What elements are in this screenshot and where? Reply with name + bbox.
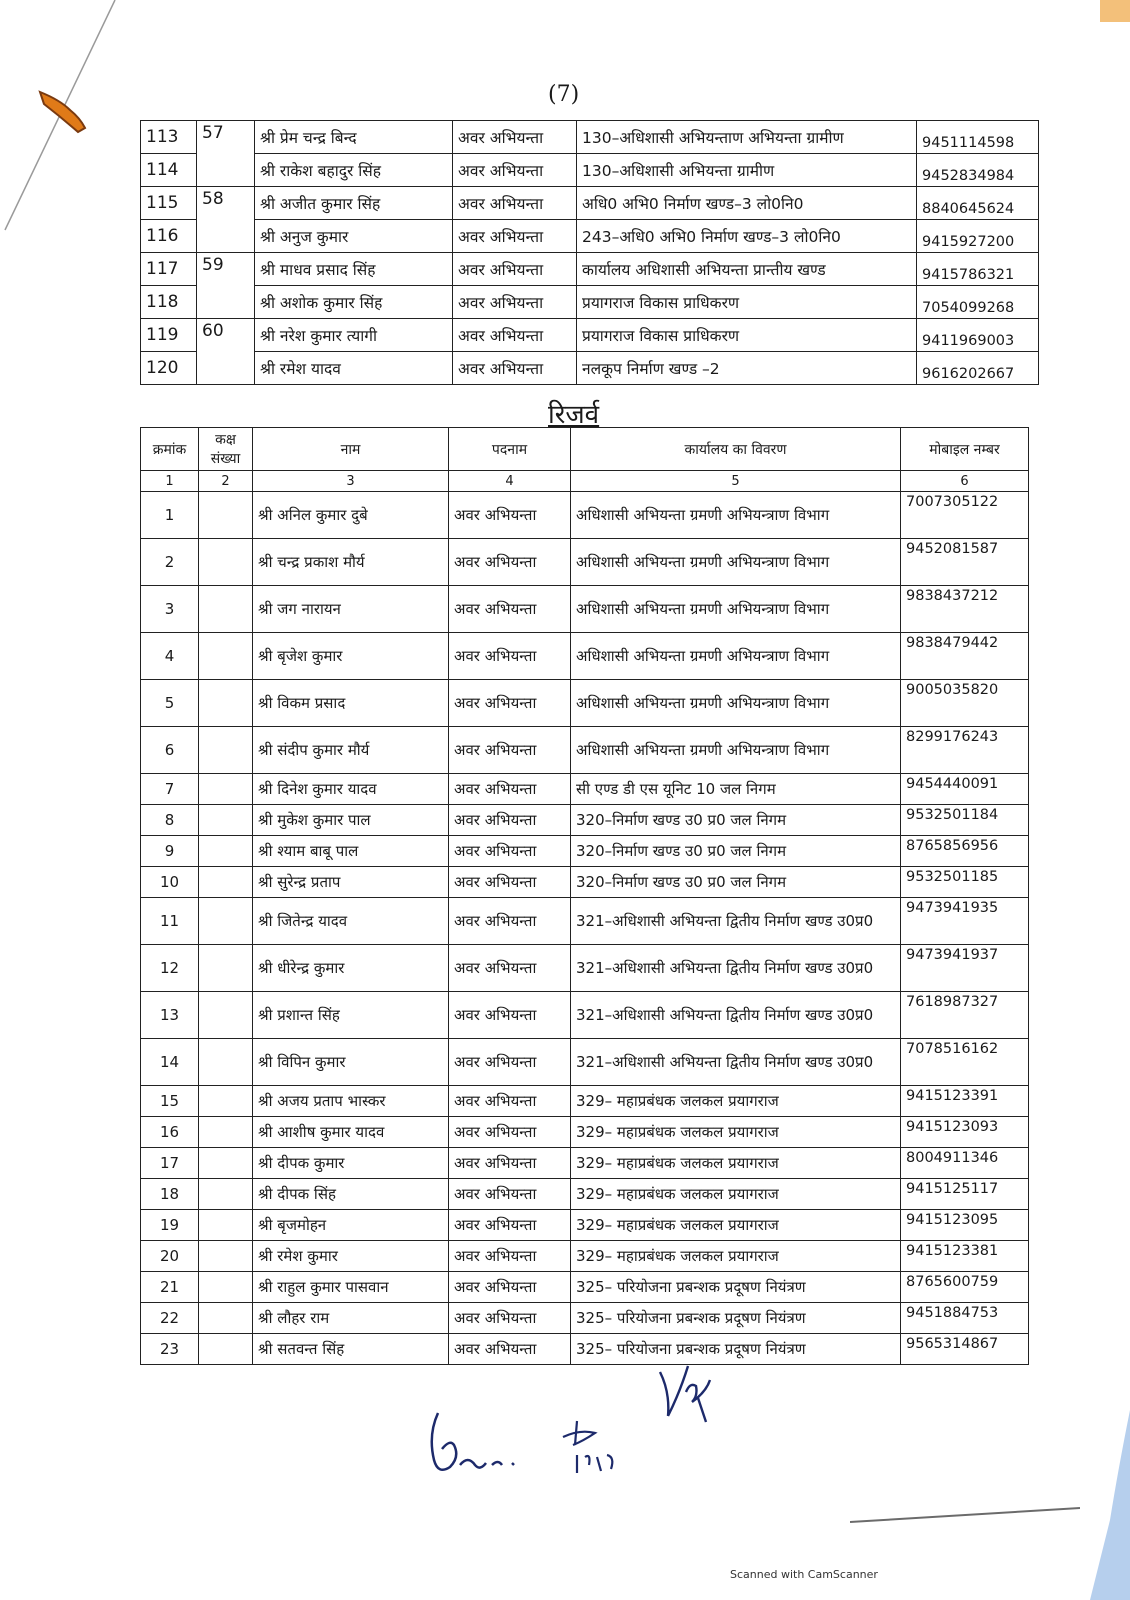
serial-number: 8 (141, 805, 199, 836)
signature-2 (555, 1415, 635, 1475)
designation: अवर अभियन्ता (449, 867, 571, 898)
serial-number: 5 (141, 680, 199, 727)
table-row (141, 492, 1029, 539)
office: 329– महाप्रबंधक जलकल प्रयागराज (571, 1148, 901, 1179)
name: श्री जितेन्द्र यादव (253, 898, 449, 945)
office: 320–निर्माण खण्ड उ0 प्र0 जल निगम (571, 805, 901, 836)
mobile-number: 7618987327 (901, 992, 1029, 1039)
room-number (199, 992, 253, 1039)
room-number (199, 1039, 253, 1086)
mobile-number: 9473941937 (901, 945, 1029, 992)
designation: अवर अभियन्ता (449, 1086, 571, 1117)
designation: अवर अभियन्ता (449, 727, 571, 774)
room-number (199, 945, 253, 992)
continued-table (140, 120, 1039, 385)
scan-edge-line (0, 0, 130, 260)
serial-number: 13 (141, 992, 199, 1039)
mobile-number: 8840645624 (917, 187, 1039, 220)
designation: अवर अभियन्ता (453, 187, 577, 220)
office: 320–निर्माण खण्ड उ0 प्र0 जल निगम (571, 836, 901, 867)
room-number (199, 867, 253, 898)
serial-number: 21 (141, 1272, 199, 1303)
mobile-number: 9473941935 (901, 898, 1029, 945)
name: श्री सतवन्त सिंह (253, 1334, 449, 1365)
designation: अवर अभियन्ता (449, 680, 571, 727)
mobile-number: 9415927200 (917, 220, 1039, 253)
designation: अवर अभियन्ता (449, 992, 571, 1039)
serial-number: 119 (141, 319, 197, 352)
office: 325– परियोजना प्रबन्शक प्रदूषण नियंत्रण (571, 1272, 901, 1303)
room-number (199, 805, 253, 836)
col-number: 2 (199, 471, 253, 492)
serial-number: 23 (141, 1334, 199, 1365)
office: अधिशासी अभियन्ता ग्रमणी अभियन्त्राण विभाग (571, 727, 901, 774)
designation: अवर अभियन्ता (453, 253, 577, 286)
mobile-number: 9454440091 (901, 774, 1029, 805)
name: श्री दीपक सिंह (253, 1179, 449, 1210)
room-number (199, 774, 253, 805)
designation: अवर अभियन्ता (449, 774, 571, 805)
office: 130–अधिशासी अभियन्ता ग्रामीण (577, 154, 917, 187)
mobile-number: 9452834984 (917, 154, 1039, 187)
mobile-number: 8765600759 (901, 1272, 1029, 1303)
table-row (141, 253, 1039, 286)
table-row (141, 187, 1039, 220)
room-number (199, 1086, 253, 1117)
office: अधि0 अभि0 निर्माण खण्ड–3 लो0नि0 (577, 187, 917, 220)
table-row (141, 1179, 1029, 1210)
serial-number: 6 (141, 727, 199, 774)
office: 325– परियोजना प्रबन्शक प्रदूषण नियंत्रण (571, 1334, 901, 1365)
designation: अवर अभियन्ता (449, 492, 571, 539)
header-sn: क्रमांक (141, 428, 199, 471)
mobile-number: 7078516162 (901, 1039, 1029, 1086)
office: 130–अधिशासी अभियन्ताण अभियन्ता ग्रामीण (577, 121, 917, 154)
room-number (199, 1148, 253, 1179)
header-office: कार्यालय का विवरण (571, 428, 901, 471)
name: श्री अशोक कुमार सिंह (255, 286, 453, 319)
name: श्री नरेश कुमार त्यागी (255, 319, 453, 352)
designation: अवर अभियन्ता (449, 898, 571, 945)
office: नलकूप निर्माण खण्ड –2 (577, 352, 917, 385)
name: श्री बृजेश कुमार (253, 633, 449, 680)
name: श्री श्याम बाबू पाल (253, 836, 449, 867)
serial-number: 20 (141, 1241, 199, 1272)
mobile-number: 9415123381 (901, 1241, 1029, 1272)
table-row (141, 1039, 1029, 1086)
serial-number: 118 (141, 286, 197, 319)
office: 329– महाप्रबंधक जलकल प्रयागराज (571, 1179, 901, 1210)
header-mobile: मोबाइल नम्बर (901, 428, 1029, 471)
designation: अवर अभियन्ता (453, 154, 577, 187)
mobile-number: 9415123093 (901, 1117, 1029, 1148)
table-row (141, 1241, 1029, 1272)
table-row (141, 586, 1029, 633)
office: 321–अधिशासी अभियन्ता द्वितीय निर्माण खण्ड उ0प्र0 (571, 1039, 901, 1086)
table-row (141, 154, 1039, 187)
table-row (141, 352, 1039, 385)
room-number: 59 (197, 253, 255, 319)
room-number (199, 1334, 253, 1365)
serial-number: 17 (141, 1148, 199, 1179)
room-number (199, 586, 253, 633)
designation: अवर अभियन्ता (449, 945, 571, 992)
room-number (199, 1272, 253, 1303)
mobile-number: 9838479442 (901, 633, 1029, 680)
serial-number: 9 (141, 836, 199, 867)
scan-bottom-line (850, 1500, 1080, 1530)
mobile-number: 9451884753 (901, 1303, 1029, 1334)
office: 321–अधिशासी अभियन्ता द्वितीय निर्माण खण्ड उ0प्र0 (571, 898, 901, 945)
serial-number: 2 (141, 539, 199, 586)
scanner-watermark: Scanned with CamScanner (730, 1568, 878, 1581)
reserve-table (140, 427, 1029, 1365)
table-row (141, 992, 1029, 1039)
serial-number: 14 (141, 1039, 199, 1086)
header-room: कक्ष संख्या (199, 428, 253, 471)
col-number: 6 (901, 471, 1029, 492)
office: अधिशासी अभियन्ता ग्रमणी अभियन्त्राण विभाग (571, 680, 901, 727)
name: श्री राहुल कुमार पासवान (253, 1272, 449, 1303)
office: सी एण्ड डी एस यूनिट 10 जल निगम (571, 774, 901, 805)
table-row (141, 1086, 1029, 1117)
name: श्री जग नारायन (253, 586, 449, 633)
name: श्री अनिल कुमार दुबे (253, 492, 449, 539)
office: प्रयागराज विकास प्राधिकरण (577, 319, 917, 352)
designation: अवर अभियन्ता (449, 805, 571, 836)
mobile-number: 9838437212 (901, 586, 1029, 633)
room-number (199, 680, 253, 727)
name: श्री दिनेश कुमार यादव (253, 774, 449, 805)
office: 325– परियोजना प्रबन्शक प्रदूषण नियंत्रण (571, 1303, 901, 1334)
name: श्री आशीष कुमार यादव (253, 1117, 449, 1148)
designation: अवर अभियन्ता (449, 1210, 571, 1241)
serial-number: 115 (141, 187, 197, 220)
serial-number: 116 (141, 220, 197, 253)
mobile-number: 7054099268 (917, 286, 1039, 319)
mobile-number: 9616202667 (917, 352, 1039, 385)
designation: अवर अभियन्ता (449, 1303, 571, 1334)
mobile-number: 9532501184 (901, 805, 1029, 836)
table-row (141, 539, 1029, 586)
room-number (199, 1117, 253, 1148)
designation: अवर अभियन्ता (453, 319, 577, 352)
name: श्री दीपक कुमार (253, 1148, 449, 1179)
serial-number: 120 (141, 352, 197, 385)
mobile-number: 9415123095 (901, 1210, 1029, 1241)
room-number (199, 836, 253, 867)
serial-number: 16 (141, 1117, 199, 1148)
name: श्री बृजमोहन (253, 1210, 449, 1241)
designation: अवर अभियन्ता (449, 1039, 571, 1086)
room-number (199, 492, 253, 539)
mobile-number: 9005035820 (901, 680, 1029, 727)
serial-number: 19 (141, 1210, 199, 1241)
table-row (141, 1117, 1029, 1148)
mobile-number: 9415125117 (901, 1179, 1029, 1210)
designation: अवर अभियन्ता (449, 1148, 571, 1179)
office: अधिशासी अभियन्ता ग्रमणी अभियन्त्राण विभाग (571, 633, 901, 680)
serial-number: 11 (141, 898, 199, 945)
serial-number: 12 (141, 945, 199, 992)
mobile-number: 8004911346 (901, 1148, 1029, 1179)
mobile-number: 9565314867 (901, 1334, 1029, 1365)
table-row (141, 774, 1029, 805)
room-number (199, 898, 253, 945)
designation: अवर अभियन्ता (449, 633, 571, 680)
col-number: 1 (141, 471, 199, 492)
name: श्री प्रशान्त सिंह (253, 992, 449, 1039)
designation: अवर अभियन्ता (453, 220, 577, 253)
room-number: 58 (197, 187, 255, 253)
office: 329– महाप्रबंधक जलकल प्रयागराज (571, 1210, 901, 1241)
mobile-number: 8299176243 (901, 727, 1029, 774)
office: 321–अधिशासी अभियन्ता द्वितीय निर्माण खण्ड उ0प्र0 (571, 992, 901, 1039)
designation: अवर अभियन्ता (449, 1179, 571, 1210)
office: 320–निर्माण खण्ड उ0 प्र0 जल निगम (571, 867, 901, 898)
table-row (141, 727, 1029, 774)
mobile-number: 9415786321 (917, 253, 1039, 286)
name: श्री अनुज कुमार (255, 220, 453, 253)
table-row (141, 1148, 1029, 1179)
mobile-number: 7007305122 (901, 492, 1029, 539)
name: श्री विकम प्रसाद (253, 680, 449, 727)
serial-number: 15 (141, 1086, 199, 1117)
header-designation: पदनाम (449, 428, 571, 471)
col-number: 3 (253, 471, 449, 492)
room-number (199, 1303, 253, 1334)
name: श्री रमेश यादव (255, 352, 453, 385)
serial-number: 117 (141, 253, 197, 286)
serial-number: 4 (141, 633, 199, 680)
table-row (141, 1303, 1029, 1334)
serial-number: 10 (141, 867, 199, 898)
mobile-number: 9411969003 (917, 319, 1039, 352)
office: 243–अधि0 अभि0 निर्माण खण्ड–3 लो0नि0 (577, 220, 917, 253)
designation: अवर अभियन्ता (449, 539, 571, 586)
serial-number: 18 (141, 1179, 199, 1210)
designation: अवर अभियन्ता (453, 286, 577, 319)
table-row (141, 633, 1029, 680)
scan-edge-tab (1100, 0, 1130, 22)
name: श्री अजय प्रताप भास्कर (253, 1086, 449, 1117)
table-row (141, 680, 1029, 727)
mobile-number: 8765856956 (901, 836, 1029, 867)
office: कार्यालय अधिशासी अभियन्ता प्रान्तीय खण्ड (577, 253, 917, 286)
table-row (141, 836, 1029, 867)
name: श्री प्रेम चन्द्र बिन्द (255, 121, 453, 154)
mobile-number: 9415123391 (901, 1086, 1029, 1117)
designation: अवर अभियन्ता (453, 121, 577, 154)
designation: अवर अभियन्ता (449, 586, 571, 633)
table-row (141, 1272, 1029, 1303)
serial-number: 3 (141, 586, 199, 633)
mobile-number: 9532501185 (901, 867, 1029, 898)
room-number (199, 1210, 253, 1241)
table-row (141, 898, 1029, 945)
office: 329– महाप्रबंधक जलकल प्रयागराज (571, 1086, 901, 1117)
office: अधिशासी अभियन्ता ग्रमणी अभियन्त्राण विभाग (571, 492, 901, 539)
office: 329– महाप्रबंधक जलकल प्रयागराज (571, 1241, 901, 1272)
signature-3 (650, 1352, 720, 1432)
page-number: (7) (548, 82, 580, 107)
name: श्री संदीप कुमार मौर्य (253, 727, 449, 774)
designation: अवर अभियन्ता (449, 1334, 571, 1365)
room-number: 60 (197, 319, 255, 385)
designation: अवर अभियन्ता (449, 1241, 571, 1272)
header-row (141, 428, 1029, 471)
table-row (141, 121, 1039, 154)
col-number: 5 (571, 471, 901, 492)
name: श्री चन्द्र प्रकाश मौर्य (253, 539, 449, 586)
serial-number: 113 (141, 121, 197, 154)
column-number-row (141, 471, 1029, 492)
room-number (199, 539, 253, 586)
room-number: 57 (197, 121, 255, 187)
name: श्री सुरेन्द्र प्रताप (253, 867, 449, 898)
serial-number: 22 (141, 1303, 199, 1334)
name: श्री मुकेश कुमार पाल (253, 805, 449, 836)
name: श्री राकेश बहादुर सिंह (255, 154, 453, 187)
table-row (141, 220, 1039, 253)
serial-number: 1 (141, 492, 199, 539)
office: 321–अधिशासी अभियन्ता द्वितीय निर्माण खण्ड उ0प्र0 (571, 945, 901, 992)
reserve-heading: रिजर्व (548, 400, 600, 430)
name: श्री अजीत कुमार सिंह (255, 187, 453, 220)
table-row (141, 319, 1039, 352)
office: 329– महाप्रबंधक जलकल प्रयागराज (571, 1117, 901, 1148)
header-name: नाम (253, 428, 449, 471)
name: श्री विपिन कुमार (253, 1039, 449, 1086)
serial-number: 114 (141, 154, 197, 187)
room-number (199, 1241, 253, 1272)
table-row (141, 1210, 1029, 1241)
table-row (141, 286, 1039, 319)
designation: अवर अभियन्ता (449, 1117, 571, 1148)
table-row (141, 805, 1029, 836)
table-row (141, 1334, 1029, 1365)
col-number: 4 (449, 471, 571, 492)
name: श्री लौहर राम (253, 1303, 449, 1334)
table-row (141, 945, 1029, 992)
name: श्री माधव प्रसाद सिंह (255, 253, 453, 286)
room-number (199, 727, 253, 774)
office: अधिशासी अभियन्ता ग्रमणी अभियन्त्राण विभाग (571, 539, 901, 586)
room-number (199, 633, 253, 680)
table-row (141, 867, 1029, 898)
office: अधिशासी अभियन्ता ग्रमणी अभियन्त्राण विभाग (571, 586, 901, 633)
designation: अवर अभियन्ता (449, 1272, 571, 1303)
name: श्री धीरेन्द्र कुमार (253, 945, 449, 992)
name: श्री रमेश कुमार (253, 1241, 449, 1272)
serial-number: 7 (141, 774, 199, 805)
room-number (199, 1179, 253, 1210)
signature-1 (420, 1405, 530, 1485)
mobile-number: 9451114598 (917, 121, 1039, 154)
designation: अवर अभियन्ता (453, 352, 577, 385)
designation: अवर अभियन्ता (449, 836, 571, 867)
mobile-number: 9452081587 (901, 539, 1029, 586)
office: प्रयागराज विकास प्राधिकरण (577, 286, 917, 319)
